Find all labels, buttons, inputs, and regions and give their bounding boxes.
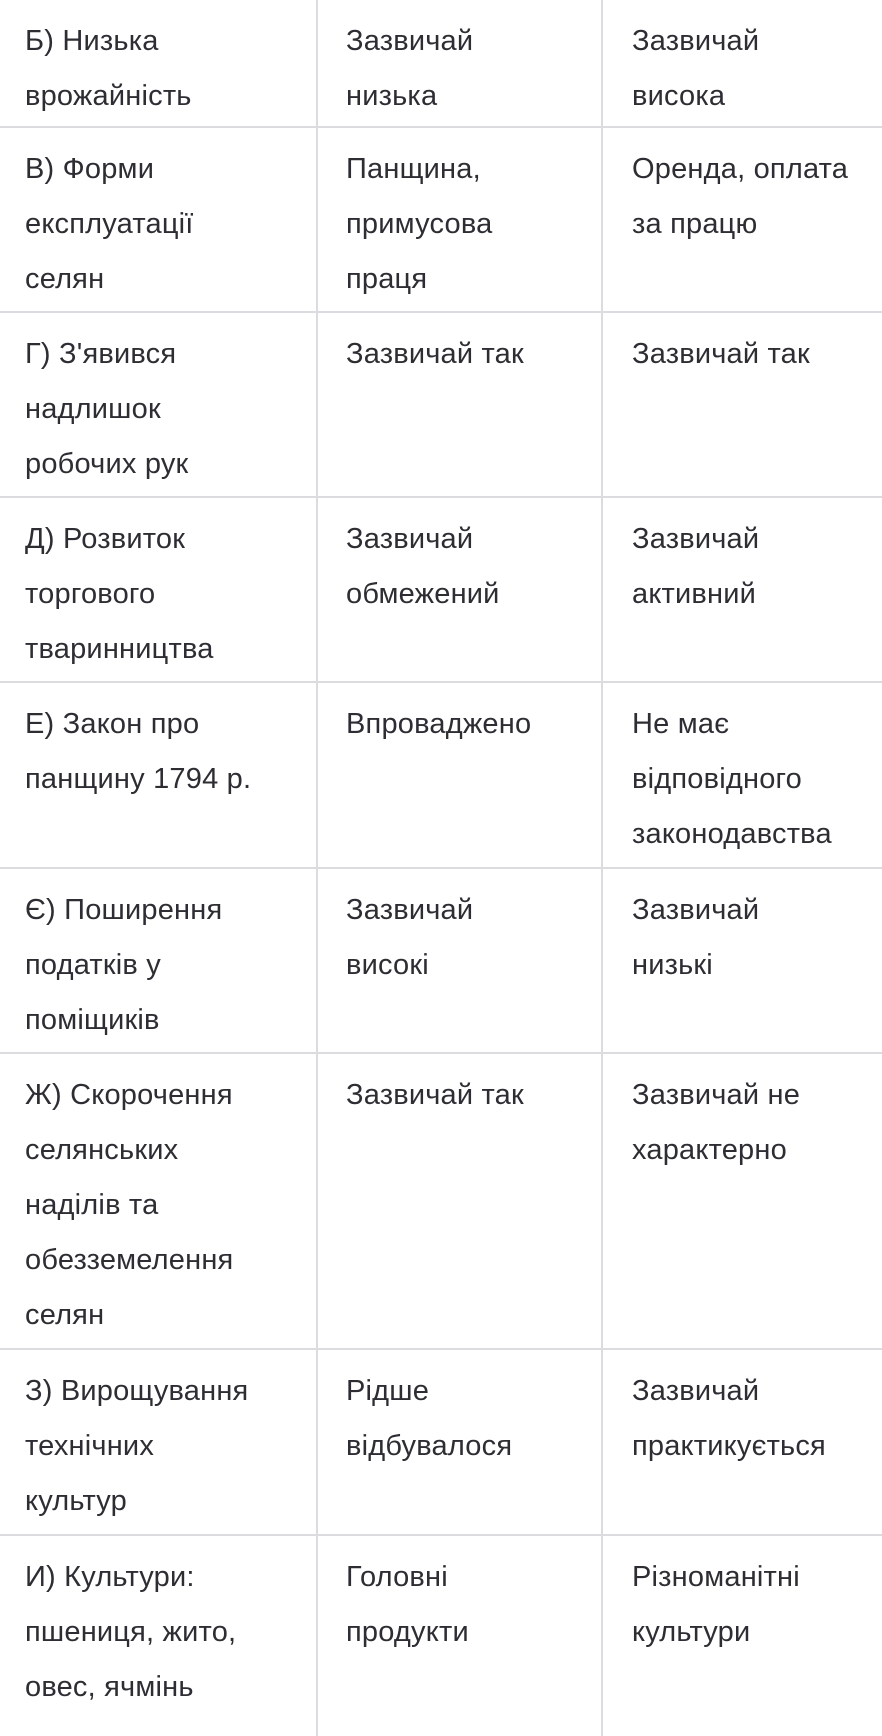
table-row	[0, 128, 882, 313]
table-cell-column-3	[603, 869, 882, 1052]
cell-line: селян	[25, 263, 105, 295]
cell-line: Ж) Скорочення	[25, 1079, 233, 1111]
table-cell-feature	[0, 869, 318, 1052]
cell-line: И) Культури:	[25, 1561, 195, 1593]
cell-line: практикується	[632, 1430, 826, 1462]
table-cell-column-3	[603, 1350, 882, 1534]
cell-line: активний	[632, 578, 757, 610]
cell-line: Рідше	[346, 1375, 430, 1407]
table-cell-feature	[0, 1536, 318, 1736]
table-cell-feature	[0, 128, 318, 311]
cell-line: обмежений	[346, 578, 500, 610]
cell-line: Г) З'явився	[25, 338, 177, 370]
cell-line: торгового	[25, 578, 156, 610]
cell-line: за працю	[632, 208, 758, 240]
table-cell-feature	[0, 683, 318, 867]
table-row	[0, 498, 882, 683]
cell-line: Зазвичай так	[632, 338, 810, 370]
table-cell-column-2	[318, 1350, 603, 1534]
table-row	[0, 0, 882, 128]
cell-line: Зазвичай не	[632, 1079, 801, 1111]
table-row	[0, 313, 882, 498]
cell-line: овес, ячмінь	[25, 1671, 194, 1703]
cell-line: панщину 1794 р.	[25, 763, 252, 795]
table-cell-feature	[0, 0, 318, 126]
cell-line: культур	[25, 1485, 127, 1517]
cell-line: В) Форми	[25, 153, 155, 185]
table-cell-column-2	[318, 498, 603, 681]
table-cell-column-3	[603, 0, 882, 126]
cell-line: низькі	[632, 949, 713, 981]
cell-line: Зазвичай	[346, 523, 474, 555]
cell-line: З) Вирощування	[25, 1375, 249, 1407]
cell-line: високі	[346, 949, 429, 981]
cell-line: Не має	[632, 708, 730, 740]
cell-line: характерно	[632, 1134, 787, 1166]
table-cell-column-2	[318, 1054, 603, 1348]
cell-line: Зазвичай	[632, 1375, 760, 1407]
cell-line: Зазвичай	[632, 25, 760, 57]
cell-line: Різноманітні	[632, 1561, 800, 1593]
table-cell-column-3	[603, 128, 882, 311]
cell-line: Зазвичай	[632, 523, 760, 555]
table-cell-column-3	[603, 313, 882, 496]
cell-line: робочих рук	[25, 448, 189, 480]
table-cell-column-2	[318, 869, 603, 1052]
table-cell-feature	[0, 1350, 318, 1534]
cell-line: Оренда, оплата	[632, 153, 849, 185]
cell-line: Зазвичай так	[346, 1079, 524, 1111]
cell-line: Впроваджено	[346, 708, 532, 740]
table-row	[0, 683, 882, 869]
cell-line: продукти	[346, 1616, 469, 1648]
cell-line: обезземелення	[25, 1244, 234, 1276]
table-cell-column-3	[603, 1536, 882, 1736]
cell-line: селян	[25, 1299, 105, 1331]
cell-line: Є) Поширення	[25, 894, 223, 926]
cell-line: наділів та	[25, 1189, 159, 1221]
cell-line: законодавства	[632, 818, 832, 850]
cell-line: технічних	[25, 1430, 155, 1462]
cell-line: висока	[632, 80, 726, 112]
cell-line: Зазвичай	[346, 894, 474, 926]
cell-line: надлишок	[25, 393, 161, 425]
cell-line: праця	[346, 263, 428, 295]
cell-line: Панщина,	[346, 153, 481, 185]
cell-line: поміщиків	[25, 1004, 160, 1036]
cell-line: відбувалося	[346, 1430, 513, 1462]
cell-line: тваринництва	[25, 633, 214, 665]
cell-line: низька	[346, 80, 438, 112]
table-row	[0, 869, 882, 1054]
table-cell-column-2	[318, 1536, 603, 1736]
table-cell-column-3	[603, 683, 882, 867]
table-row	[0, 1350, 882, 1536]
table-cell-column-2	[318, 313, 603, 496]
cell-line: експлуатації	[25, 208, 194, 240]
cell-line: відповідного	[632, 763, 802, 795]
table-cell-column-2	[318, 683, 603, 867]
cell-line: культури	[632, 1616, 751, 1648]
table-cell-column-2	[318, 128, 603, 311]
table-cell-column-2	[318, 0, 603, 126]
cell-line: Головні	[346, 1561, 448, 1593]
cell-line: податків у	[25, 949, 161, 981]
table-row	[0, 1536, 882, 1736]
table-cell-column-3	[603, 1054, 882, 1348]
table-cell-feature	[0, 1054, 318, 1348]
cell-line: пшениця, жито,	[25, 1616, 237, 1648]
cell-line: Д) Розвиток	[25, 523, 186, 555]
table-cell-feature	[0, 313, 318, 496]
cell-line: Зазвичай	[632, 894, 760, 926]
table-cell-column-3	[603, 498, 882, 681]
cell-line: селянських	[25, 1134, 179, 1166]
cell-line: Б) Низька	[25, 25, 159, 57]
table-cell-feature	[0, 498, 318, 681]
cell-line: Зазвичай так	[346, 338, 524, 370]
cell-line: Зазвичай	[346, 25, 474, 57]
cell-line: Е) Закон про	[25, 708, 200, 740]
cell-line: примусова	[346, 208, 493, 240]
table-row	[0, 1054, 882, 1350]
cell-line: врожайність	[25, 80, 192, 112]
